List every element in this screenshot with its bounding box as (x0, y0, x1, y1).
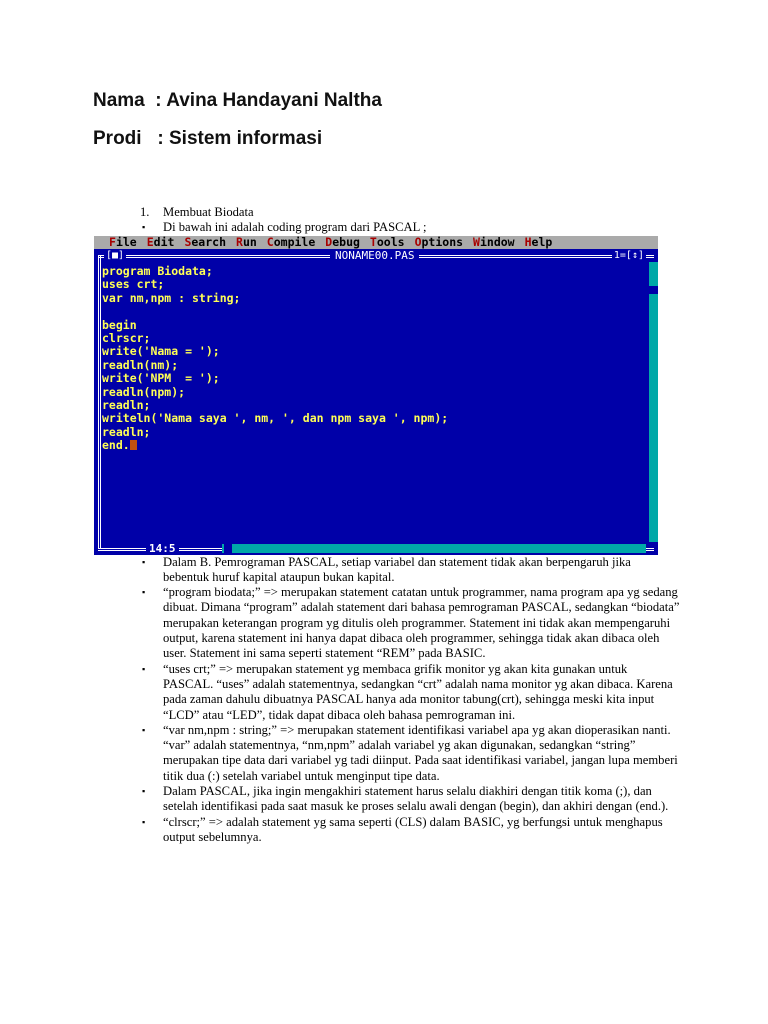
ide-menu-item: File (109, 236, 137, 249)
bullet-list (140, 555, 680, 846)
code-line: writeln('Nama saya ', nm, ', dan npm saya ', npm); (102, 411, 449, 426)
code-line: write('Nama = '); (102, 344, 220, 359)
editor-title-bar (94, 249, 658, 262)
intro-bullet (140, 220, 680, 235)
ide-menu-item: Tools (369, 236, 405, 249)
code-line: write('NPM = '); (102, 371, 220, 386)
bullet-text: Dalam B. Pemrograman PASCAL, setiap variabel dan statement tidak akan berpengaruh jika bebentuk huruf kapital ataupun bukan kapital. (163, 554, 631, 584)
ide-menu-item: Edit (146, 236, 175, 249)
code-line: readln(nm); (102, 357, 179, 372)
editor-frame-left (98, 255, 101, 549)
ide-menu-item: Search (184, 236, 226, 249)
editor-filename: NONAME00.PAS (330, 249, 419, 262)
code-line: var nm,npm : string; (102, 290, 241, 305)
bullet-text: “program biodata;” => merupakan statement catatan untuk programmer, nama program apa yg sedang dibuat. Dimana “program” adalah statement dari bahasa pemrograman PASCAL, sedangkan “biodata” merupakan keterangan program yg ditulis oleh programmer. Statement ini tidak akan mempengaruhi output, karena statement ini hanya dapat dibaca oleh programmer, sehingga tidak akan dibaca oleh user. Statement ini sama seperti statement “REM” pada BASIC. (163, 585, 680, 661)
bullet-text: Dalam PASCAL, jika ingin mengakhiri statement harus selalu diakhiri dengan titik koma (;), dan setelah identifikasi pada saat masuk ke proses selalu awali dengan (begin), dan akhiri dengan (end.). (163, 784, 669, 814)
prodi-heading: Prodi : Sistem informasi (93, 128, 323, 149)
code-line: uses crt; (102, 277, 165, 292)
list-item (140, 723, 680, 784)
cursor-position: 14:5 (146, 542, 179, 555)
list-item (140, 662, 680, 723)
bullet-icon: ▪ (142, 556, 146, 567)
item-number: 1. (140, 205, 150, 219)
nama-heading: Nama : Avina Handayani Naltha (93, 90, 382, 111)
code-line: program Biodata; (102, 264, 213, 278)
ide-menu-item: Run (236, 236, 257, 249)
editor-status-bar (94, 542, 658, 555)
horizontal-scrollbar (222, 544, 646, 553)
ide-menu-item: Options (414, 236, 464, 249)
list-item (140, 585, 680, 661)
bullet-text: “var nm,npm : string;” => merupakan statement identifikasi variabel apa yg akan dioperasikan nanti. “var” adalah statementnya, “nm,npm” adalah variabel yg akan digunakan, sedangkan “string” merupakan tipe data dari variabel yg tadi diinput. Pada saat identifikasi variabel, jangan lupa memberi titik dua (:) setelah variabel untuk menginput tipe data. (163, 722, 678, 783)
pascal-ide-screenshot (94, 236, 658, 555)
code-line (102, 305, 448, 318)
bullet-icon: ▪ (142, 786, 146, 797)
list-item (140, 784, 680, 815)
code-line: readln(npm); (102, 384, 186, 399)
code-line: begin (102, 317, 137, 332)
code-line: readln; (102, 424, 151, 439)
bullet-icon: ▪ (142, 816, 146, 827)
intro-text: Di bawah ini adalah coding program dari PASCAL ; (163, 220, 427, 235)
vertical-scrollbar (649, 262, 658, 542)
ide-menu-item: Help (524, 236, 553, 249)
code-line: end. (102, 439, 448, 452)
ide-menu-item: Compile (266, 236, 316, 249)
bullet-text: “uses crt;” => merupakan statement yg membaca grifik monitor yg akan kita gunakan untuk PASCAL. “uses” adalah statementnya, sedangkan “crt” adalah nama monitor yg akan dibaca. Karena pada zaman dahulu dibuatnya PASCAL hanya ada monitor tabung(crt), sehingga meski kita input “LCD” atau “LED”, tidak dapat dibaca oleh bahasa pemrograman ini. (163, 661, 673, 722)
list-item (140, 555, 680, 586)
bullet-text: “clrscr;” => adalah statement yg sama seperti (CLS) dalam BASIC, yg berfungsi untuk menghapus output sebelumnya. (163, 814, 663, 844)
bullet-icon: ▪ (142, 222, 146, 233)
bullet-icon: ▪ (142, 663, 146, 674)
list-item (140, 815, 680, 846)
scroll-thumb (649, 286, 658, 294)
window-number: 1=[↕] (613, 250, 644, 261)
scroll-thumb (224, 544, 232, 553)
code-editor (102, 265, 448, 453)
ide-menu-item: Debug (325, 236, 360, 249)
bullet-icon: ▪ (142, 724, 146, 735)
numbered-item-1 (140, 205, 680, 220)
item-text: Membuat Biodata (163, 205, 254, 219)
ide-menu-bar (94, 236, 658, 249)
code-line: clrscr; (102, 331, 151, 346)
close-box-icon: [■] (106, 250, 125, 261)
code-line: readln; (102, 398, 151, 413)
ide-menu-item: Window (473, 236, 515, 249)
bullet-icon: ▪ (142, 587, 146, 598)
text-cursor (130, 440, 137, 450)
